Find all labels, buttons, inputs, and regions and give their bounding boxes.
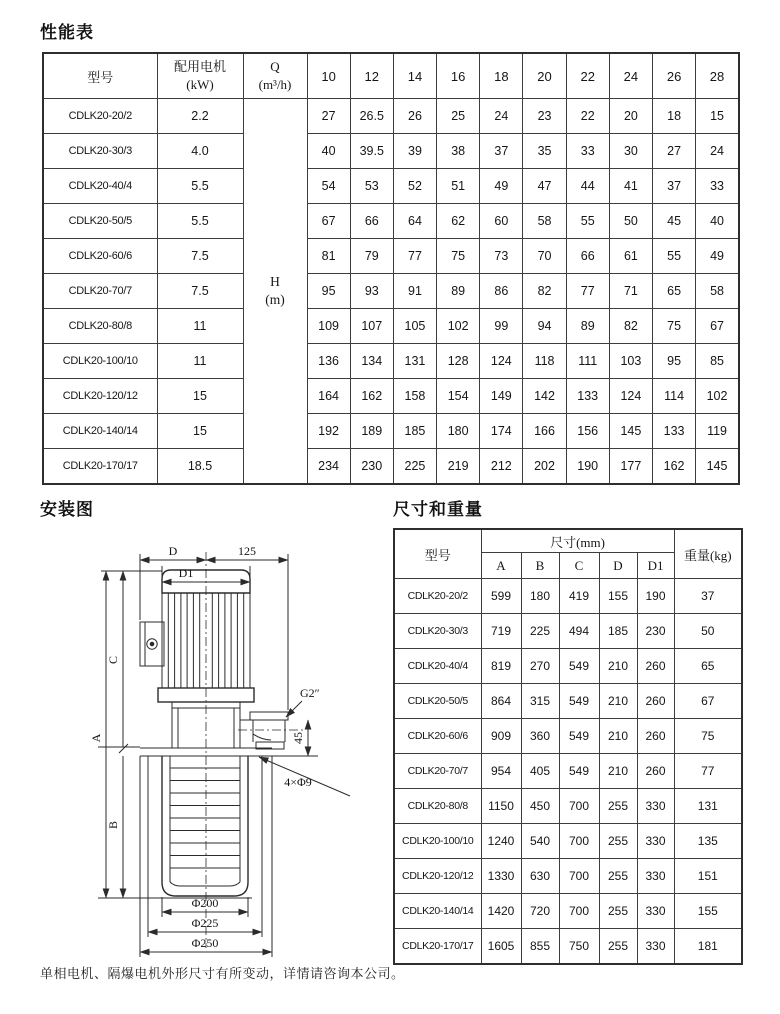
header-part: 尺寸	[550, 534, 577, 550]
dim-label-d: D	[168, 544, 178, 558]
perf-head-value-cell: 124	[609, 379, 652, 414]
dim-label-125: 125	[238, 544, 256, 558]
perf-head-value-cell: 73	[480, 239, 523, 274]
perf-model-cell: CDLK20-20/2	[43, 99, 157, 134]
dims-table-row	[394, 579, 742, 614]
dim-label-phi225: Φ225	[191, 916, 219, 930]
perf-head-value-cell: 39.5	[350, 134, 393, 169]
perf-head-value-cell: 60	[480, 204, 523, 239]
dims-value-cell: 260	[637, 754, 674, 789]
perf-head-value-cell: 102	[437, 309, 480, 344]
dims-value-cell: 1605	[481, 929, 521, 965]
perf-head-value-cell: 212	[480, 449, 523, 485]
perf-head-value-cell: 49	[696, 239, 739, 274]
dims-value-cell: 330	[637, 859, 674, 894]
perf-head-value-cell: 95	[653, 344, 696, 379]
dims-value-cell: 330	[637, 929, 674, 965]
dims-model-cell: CDLK20-60/6	[394, 719, 481, 754]
perf-head-value-cell: 55	[653, 239, 696, 274]
dims-model-cell: CDLK20-80/8	[394, 789, 481, 824]
perf-col-flow: 10	[307, 53, 350, 99]
dim-label-bolt-holes: 4×Φ9	[284, 775, 312, 789]
base-plate	[140, 748, 318, 756]
stage-stack	[170, 756, 240, 886]
perf-head-value-cell: 145	[609, 414, 652, 449]
dims-value-cell: 260	[637, 719, 674, 754]
perf-motor-kw-cell: 7.5	[157, 274, 243, 309]
dims-value-cell: 700	[559, 789, 599, 824]
perf-head-value-cell: 91	[393, 274, 436, 309]
perf-motor-kw-cell: 7.5	[157, 239, 243, 274]
dims-value-cell: 909	[481, 719, 521, 754]
dims-value-cell: 151	[674, 859, 742, 894]
perf-head-value-cell: 15	[696, 99, 739, 134]
perf-head-value-cell: 62	[437, 204, 480, 239]
perf-head-value-cell: 136	[307, 344, 350, 379]
perf-head-value-cell: 109	[307, 309, 350, 344]
dims-table-row	[394, 754, 742, 789]
perf-head-value-cell: 107	[350, 309, 393, 344]
perf-head-value-cell: 75	[653, 309, 696, 344]
perf-motor-kw-cell: 4.0	[157, 134, 243, 169]
dims-value-cell: 255	[599, 824, 637, 859]
perf-head-value-cell: 45	[653, 204, 696, 239]
perf-head-value-cell: 66	[566, 239, 609, 274]
perf-head-value-cell: 33	[566, 134, 609, 169]
dims-model-cell: CDLK20-40/4	[394, 649, 481, 684]
perf-table-row	[43, 134, 739, 169]
dims-col-letter: B	[521, 553, 559, 579]
dims-value-cell: 260	[637, 649, 674, 684]
perf-head-value-cell: 89	[566, 309, 609, 344]
perf-head-value-cell: 114	[653, 379, 696, 414]
perf-col-model: 型号	[43, 53, 157, 99]
perf-head-value-cell: 24	[480, 99, 523, 134]
perf-model-cell: CDLK20-30/3	[43, 134, 157, 169]
perf-col-flow: 24	[609, 53, 652, 99]
dim-label-a: A	[89, 733, 103, 743]
dims-value-cell: 1330	[481, 859, 521, 894]
dims-model-cell: CDLK20-70/7	[394, 754, 481, 789]
perf-model-cell: CDLK20-50/5	[43, 204, 157, 239]
dim-label-d1: D1	[178, 566, 194, 580]
dims-model-cell: CDLK20-20/2	[394, 579, 481, 614]
perf-head-value-cell: 41	[609, 169, 652, 204]
dims-value-cell: 225	[521, 614, 559, 649]
perf-head-value-cell: 79	[350, 239, 393, 274]
perf-model-cell: CDLK20-80/8	[43, 309, 157, 344]
perf-col-flow: 12	[350, 53, 393, 99]
perf-head-value-cell: 118	[523, 344, 566, 379]
dims-model-cell: CDLK20-170/17	[394, 929, 481, 965]
perf-model-cell: CDLK20-70/7	[43, 274, 157, 309]
dims-value-cell: 50	[674, 614, 742, 649]
dims-value-cell: 405	[521, 754, 559, 789]
perf-head-value-cell: 51	[437, 169, 480, 204]
perf-head-value-cell: 94	[523, 309, 566, 344]
dims-value-cell: 720	[521, 894, 559, 929]
perf-head-value-cell: 102	[696, 379, 739, 414]
dims-value-cell: 540	[521, 824, 559, 859]
perf-head-value-cell: 162	[653, 449, 696, 485]
perf-head-value-cell: 128	[437, 344, 480, 379]
dims-value-cell: 549	[559, 719, 599, 754]
perf-head-value-cell: 177	[609, 449, 652, 485]
perf-head-value-cell: 86	[480, 274, 523, 309]
perf-head-value-cell: 26	[393, 99, 436, 134]
dims-value-cell: 700	[559, 824, 599, 859]
perf-head-value-cell: 61	[609, 239, 652, 274]
dims-model-cell: CDLK20-100/10	[394, 824, 481, 859]
dims-value-cell: 1150	[481, 789, 521, 824]
perf-head-value-cell: 23	[523, 99, 566, 134]
perf-head-value-cell: 47	[523, 169, 566, 204]
perf-head-value-cell: 119	[696, 414, 739, 449]
dims-value-cell: 255	[599, 859, 637, 894]
perf-head-unit-cell	[243, 99, 307, 485]
perf-head-value-cell: 185	[393, 414, 436, 449]
perf-motor-kw-cell: 5.5	[157, 169, 243, 204]
perf-head-value-cell: 133	[566, 379, 609, 414]
dims-value-cell: 549	[559, 684, 599, 719]
header-line: 配用电机	[173, 59, 226, 75]
dims-table-row	[394, 894, 742, 929]
dims-value-cell: 255	[599, 789, 637, 824]
perf-table-row	[43, 414, 739, 449]
pump-installation-drawing	[40, 520, 370, 960]
perf-head-value-cell: 158	[393, 379, 436, 414]
perf-head-value-cell: 82	[609, 309, 652, 344]
perf-motor-kw-cell: 15	[157, 414, 243, 449]
perf-head-value-cell: 30	[609, 134, 652, 169]
perf-col-flow: 22	[566, 53, 609, 99]
perf-motor-kw-cell: 18.5	[157, 449, 243, 485]
footnote-text: 单相电机、隔爆电机外形尺寸有所变动，详情请咨询本公司。	[40, 966, 405, 981]
perf-model-cell: CDLK20-60/6	[43, 239, 157, 274]
perf-head-value-cell: 71	[609, 274, 652, 309]
dims-value-cell: 330	[637, 824, 674, 859]
dims-model-cell: CDLK20-120/12	[394, 859, 481, 894]
dims-value-cell: 65	[674, 649, 742, 684]
perf-head-value-cell: 40	[307, 134, 350, 169]
dims-col-letter: D	[599, 553, 637, 579]
dimensions-table-title: 尺寸和重量	[393, 500, 483, 519]
dims-value-cell: 864	[481, 684, 521, 719]
dims-value-cell: 330	[637, 789, 674, 824]
perf-motor-kw-cell: 11	[157, 309, 243, 344]
perf-model-cell: CDLK20-140/14	[43, 414, 157, 449]
header-part: (kg)	[709, 547, 732, 563]
perf-motor-kw-cell: 2.2	[157, 99, 243, 134]
dim-label-c: C	[106, 655, 120, 665]
dims-table-row	[394, 614, 742, 649]
perf-head-value-cell: 77	[393, 239, 436, 274]
perf-col-flow: 14	[393, 53, 436, 99]
dims-model-cell: CDLK20-140/14	[394, 894, 481, 929]
dims-table-row	[394, 719, 742, 754]
perf-head-value-cell: 166	[523, 414, 566, 449]
dim-label-45: 45	[291, 732, 305, 744]
dims-value-cell: 700	[559, 859, 599, 894]
perf-table-row	[43, 379, 739, 414]
dims-value-cell: 819	[481, 649, 521, 684]
dims-value-cell: 131	[674, 789, 742, 824]
perf-head-value-cell: 82	[523, 274, 566, 309]
perf-head-value-cell: 25	[437, 99, 480, 134]
pump-barrel	[162, 756, 248, 896]
dims-value-cell: 330	[637, 894, 674, 929]
perf-head-value-cell: 89	[437, 274, 480, 309]
perf-head-value-cell: 64	[393, 204, 436, 239]
dims-value-cell: 630	[521, 859, 559, 894]
dims-value-cell: 419	[559, 579, 599, 614]
header-line: (m³/h)	[258, 77, 292, 92]
dims-value-cell: 549	[559, 754, 599, 789]
perf-head-value-cell: 22	[566, 99, 609, 134]
perf-head-value-cell: 37	[480, 134, 523, 169]
perf-head-value-cell: 39	[393, 134, 436, 169]
perf-col-flow: 20	[523, 53, 566, 99]
perf-model-cell: CDLK20-100/10	[43, 344, 157, 379]
perf-head-value-cell: 27	[307, 99, 350, 134]
dim-label-b: B	[106, 820, 120, 830]
dims-value-cell: 450	[521, 789, 559, 824]
dims-table-row	[394, 859, 742, 894]
perf-motor-kw-cell: 5.5	[157, 204, 243, 239]
dims-value-cell: 135	[674, 824, 742, 859]
perf-head-value-cell: 180	[437, 414, 480, 449]
header-line: (kW)	[186, 77, 214, 92]
dims-value-cell: 230	[637, 614, 674, 649]
installation-drawing-title: 安装图	[40, 500, 94, 519]
perf-table-row	[43, 309, 739, 344]
perf-head-value-cell: 93	[350, 274, 393, 309]
dims-table-row	[394, 684, 742, 719]
dims-value-cell: 750	[559, 929, 599, 965]
perf-head-value-cell: 142	[523, 379, 566, 414]
perf-col-flow: 26	[653, 53, 696, 99]
dims-table-row	[394, 649, 742, 684]
dims-value-cell: 1420	[481, 894, 521, 929]
dims-value-cell: 599	[481, 579, 521, 614]
dim-label-phi250: Φ250	[191, 936, 219, 950]
perf-head-value-cell: 65	[653, 274, 696, 309]
perf-head-value-cell: 202	[523, 449, 566, 485]
perf-head-value-cell: 174	[480, 414, 523, 449]
dims-value-cell: 270	[521, 649, 559, 684]
dims-table-row	[394, 824, 742, 859]
dims-col-letter: A	[481, 553, 521, 579]
dims-value-cell: 190	[637, 579, 674, 614]
dims-value-cell: 75	[674, 719, 742, 754]
header-line: Q	[270, 59, 280, 75]
dims-value-cell: 210	[599, 684, 637, 719]
perf-head-value-cell: 27	[653, 134, 696, 169]
perf-table-row	[43, 449, 739, 485]
perf-head-value-cell: 24	[696, 134, 739, 169]
dims-col-size-group	[481, 529, 674, 553]
dims-col-weight	[674, 529, 742, 579]
perf-head-value-cell: 164	[307, 379, 350, 414]
dims-header-row-1	[394, 529, 742, 553]
perf-table-row	[43, 169, 739, 204]
perf-head-value-cell: 55	[566, 204, 609, 239]
perf-table-row	[43, 204, 739, 239]
header-part: 重量	[683, 547, 710, 563]
dims-value-cell: 77	[674, 754, 742, 789]
terminal-box	[140, 622, 164, 666]
dims-value-cell: 181	[674, 929, 742, 965]
dims-value-cell: 37	[674, 579, 742, 614]
performance-table-title: 性能表	[40, 23, 94, 42]
perf-head-value-cell: 105	[393, 309, 436, 344]
perf-head-value-cell: 66	[350, 204, 393, 239]
dims-col-letter: C	[559, 553, 599, 579]
perf-table-row	[43, 344, 739, 379]
perf-table-row	[43, 99, 739, 134]
perf-motor-kw-cell: 11	[157, 344, 243, 379]
perf-head-value-cell: 58	[523, 204, 566, 239]
performance-table	[42, 52, 740, 485]
perf-head-value-cell: 70	[523, 239, 566, 274]
dim-label-phi200: Φ200	[191, 896, 219, 910]
perf-head-value-cell: 77	[566, 274, 609, 309]
dimensions-weight-table	[393, 528, 743, 965]
header-line: H	[270, 273, 280, 289]
dims-value-cell: 67	[674, 684, 742, 719]
perf-head-value-cell: 219	[437, 449, 480, 485]
dims-value-cell: 315	[521, 684, 559, 719]
perf-col-motor	[157, 53, 243, 99]
perf-head-value-cell: 99	[480, 309, 523, 344]
perf-head-value-cell: 189	[350, 414, 393, 449]
dims-value-cell: 210	[599, 754, 637, 789]
perf-head-value-cell: 145	[696, 449, 739, 485]
perf-head-value-cell: 190	[566, 449, 609, 485]
dims-value-cell: 700	[559, 894, 599, 929]
perf-head-value-cell: 103	[609, 344, 652, 379]
perf-head-value-cell: 38	[437, 134, 480, 169]
perf-head-value-cell: 35	[523, 134, 566, 169]
dims-col-model: 型号	[394, 529, 481, 579]
perf-head-value-cell: 133	[653, 414, 696, 449]
perf-head-value-cell: 81	[307, 239, 350, 274]
header-line: (m)	[265, 292, 285, 307]
perf-head-value-cell: 134	[350, 344, 393, 379]
perf-head-value-cell: 192	[307, 414, 350, 449]
dims-value-cell: 155	[599, 579, 637, 614]
perf-col-flow: 18	[480, 53, 523, 99]
perf-head-value-cell: 154	[437, 379, 480, 414]
dims-value-cell: 855	[521, 929, 559, 965]
perf-head-value-cell: 49	[480, 169, 523, 204]
perf-head-value-cell: 95	[307, 274, 350, 309]
dims-value-cell: 155	[674, 894, 742, 929]
dims-value-cell: 255	[599, 894, 637, 929]
perf-table-row	[43, 239, 739, 274]
perf-head-value-cell: 85	[696, 344, 739, 379]
dims-value-cell: 549	[559, 649, 599, 684]
perf-head-value-cell: 44	[566, 169, 609, 204]
perf-head-value-cell: 54	[307, 169, 350, 204]
perf-head-value-cell: 26.5	[350, 99, 393, 134]
perf-head-value-cell: 67	[696, 309, 739, 344]
perf-head-value-cell: 124	[480, 344, 523, 379]
perf-head-value-cell: 18	[653, 99, 696, 134]
dims-value-cell: 210	[599, 719, 637, 754]
dims-model-cell: CDLK20-50/5	[394, 684, 481, 719]
dims-value-cell: 360	[521, 719, 559, 754]
perf-head-value-cell: 20	[609, 99, 652, 134]
dims-value-cell: 1240	[481, 824, 521, 859]
dims-col-letter: D1	[637, 553, 674, 579]
perf-col-flow: 16	[437, 53, 480, 99]
perf-head-value-cell: 131	[393, 344, 436, 379]
dims-table-row	[394, 789, 742, 824]
perf-head-value-cell: 40	[696, 204, 739, 239]
dims-value-cell: 954	[481, 754, 521, 789]
perf-head-value-cell: 53	[350, 169, 393, 204]
performance-table-header-row	[43, 53, 739, 99]
dims-table-row	[394, 929, 742, 965]
perf-head-value-cell: 149	[480, 379, 523, 414]
perf-head-value-cell: 67	[307, 204, 350, 239]
dims-model-cell: CDLK20-30/3	[394, 614, 481, 649]
dims-value-cell: 260	[637, 684, 674, 719]
perf-head-value-cell: 58	[696, 274, 739, 309]
perf-col-flow-q	[243, 53, 307, 99]
dims-value-cell: 180	[521, 579, 559, 614]
dims-value-cell: 719	[481, 614, 521, 649]
perf-head-value-cell: 37	[653, 169, 696, 204]
dims-value-cell: 494	[559, 614, 599, 649]
dims-value-cell: 255	[599, 929, 637, 965]
dims-value-cell: 210	[599, 649, 637, 684]
perf-head-value-cell: 162	[350, 379, 393, 414]
perf-head-value-cell: 52	[393, 169, 436, 204]
perf-model-cell: CDLK20-120/12	[43, 379, 157, 414]
perf-head-value-cell: 111	[566, 344, 609, 379]
perf-head-value-cell: 230	[350, 449, 393, 485]
perf-model-cell: CDLK20-170/17	[43, 449, 157, 485]
perf-model-cell: CDLK20-40/4	[43, 169, 157, 204]
perf-motor-kw-cell: 15	[157, 379, 243, 414]
header-part: (mm)	[576, 534, 605, 550]
perf-head-value-cell: 33	[696, 169, 739, 204]
perf-col-flow: 28	[696, 53, 739, 99]
perf-head-value-cell: 156	[566, 414, 609, 449]
dim-label-g2-port: G2″	[300, 686, 320, 700]
perf-head-value-cell: 75	[437, 239, 480, 274]
perf-table-row	[43, 274, 739, 309]
perf-head-value-cell: 50	[609, 204, 652, 239]
dims-value-cell: 185	[599, 614, 637, 649]
perf-head-value-cell: 225	[393, 449, 436, 485]
perf-head-value-cell: 234	[307, 449, 350, 485]
